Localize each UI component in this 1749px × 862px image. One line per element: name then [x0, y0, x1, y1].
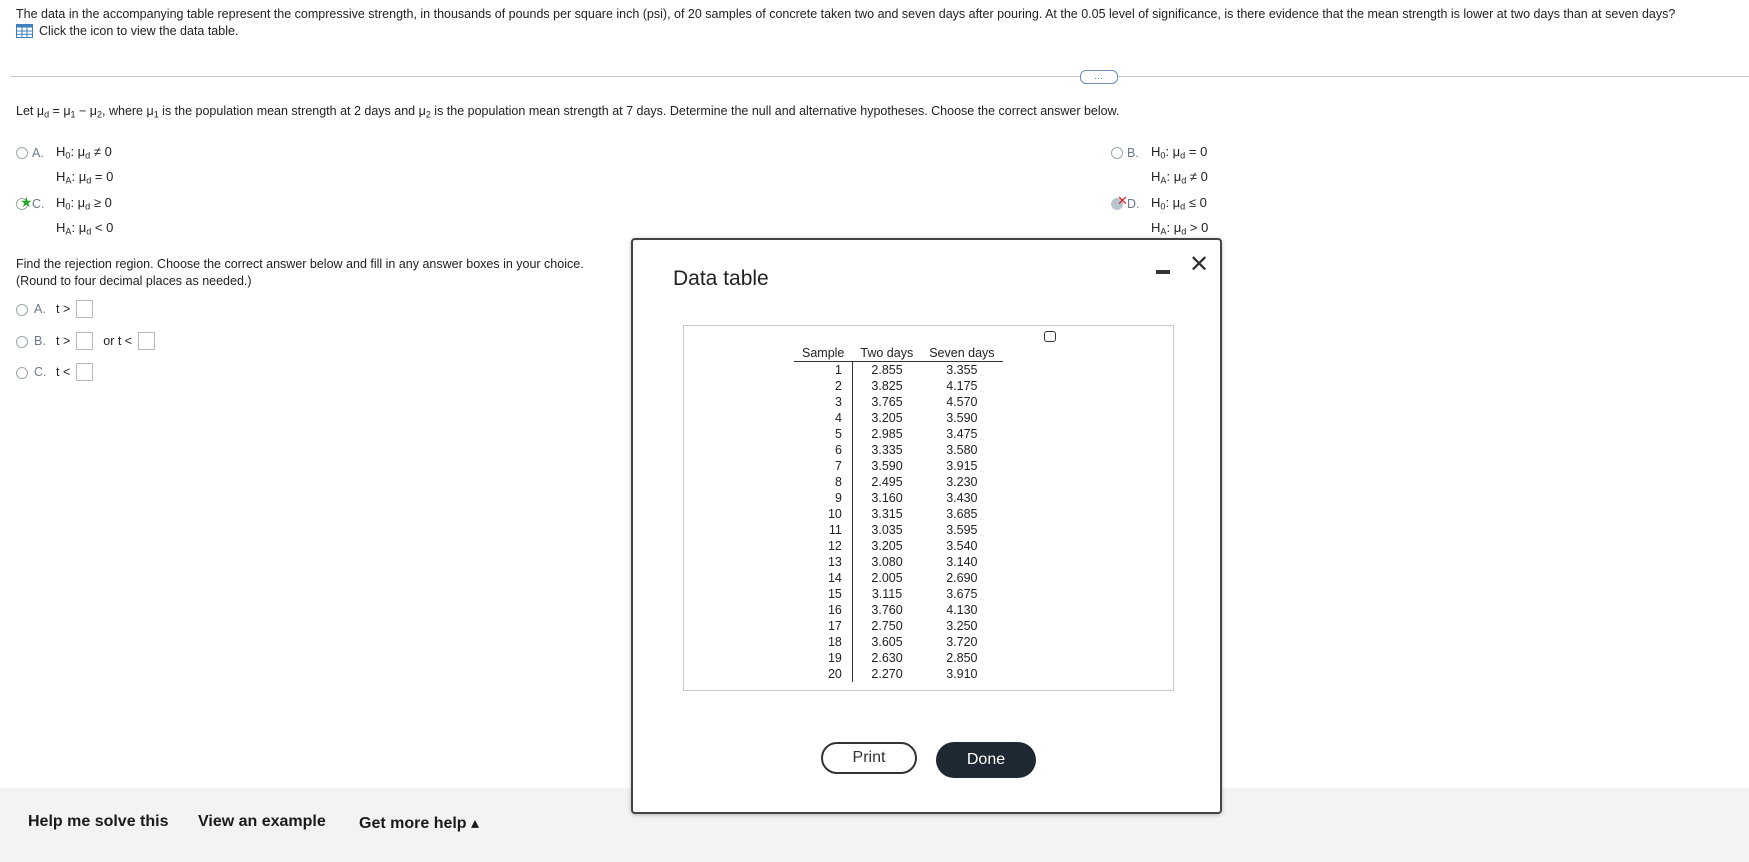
cell-seven-days: 3.595	[946, 523, 978, 537]
table-row	[794, 474, 1003, 490]
cell-seven-days: 3.355	[946, 363, 978, 377]
cell-seven-days: 2.690	[946, 571, 978, 585]
cell-two-days: 2.750	[871, 619, 903, 633]
answer-box[interactable]	[138, 332, 155, 350]
table-row	[794, 586, 1003, 602]
cell-two-days: 3.035	[871, 523, 903, 537]
rejection-option-b[interactable]	[16, 332, 155, 350]
cell-sample: 17	[794, 618, 852, 634]
option-letter: C.	[32, 197, 45, 211]
cell-seven-days: 3.685	[946, 507, 978, 521]
cell-sample: 5	[794, 426, 852, 442]
cell-sample: 1	[794, 362, 852, 379]
table-header-row	[794, 345, 1003, 362]
cell-seven-days: 4.175	[946, 379, 978, 393]
cell-two-days: 3.315	[871, 507, 903, 521]
cell-sample: 16	[794, 602, 852, 618]
null-hypothesis: $H_0$: $\mu_d = 0$	[1151, 144, 1208, 161]
option-letter: D.	[1127, 197, 1140, 211]
option-text: t <	[56, 365, 71, 379]
prompt-part-1: is the population mean strength at 2 days and μ	[158, 104, 426, 118]
cell-seven-days: 3.910	[946, 667, 978, 681]
data-table-dialog	[631, 238, 1222, 814]
rounding-note: (Round to four decimal places as needed.)	[16, 274, 252, 288]
table-frame	[683, 325, 1174, 691]
cell-two-days: 3.115	[871, 587, 903, 601]
option-text: t >	[56, 334, 71, 348]
cell-sample: 15	[794, 586, 852, 602]
option-letter: B.	[1127, 146, 1139, 160]
close-icon[interactable]: ✕	[1189, 251, 1210, 278]
cell-two-days: 2.630	[871, 651, 903, 665]
minimize-icon[interactable]	[1156, 270, 1170, 274]
col-header-sample: Sample	[794, 345, 852, 362]
radio-button[interactable]	[1111, 147, 1123, 159]
cell-sample: 12	[794, 538, 852, 554]
hypothesis-prompt: Let $\mu_d = \mu_1 - \mu_2$, where $\mu_1$ is the population mean strength at 2 days and $\mu_2$ is the population mean strength at 7 days. Determine the null and alternative hypotheses. Choose the correct answer below.	[16, 104, 1120, 120]
cell-two-days: 2.855	[871, 363, 903, 377]
cell-two-days: 3.760	[871, 603, 903, 617]
answer-box[interactable]	[76, 332, 93, 350]
done-button[interactable]: Done	[936, 742, 1036, 778]
cell-two-days: 3.335	[871, 443, 903, 457]
alt-hypothesis: $H_A$: $\mu_d = 0$	[56, 169, 114, 186]
rejection-option-c[interactable]	[16, 363, 93, 381]
hypothesis-option-d[interactable]	[1111, 193, 1209, 243]
cell-seven-days: 3.915	[946, 459, 978, 473]
table-row	[794, 394, 1003, 410]
cell-seven-days: 3.590	[946, 411, 978, 425]
section-divider	[10, 76, 1749, 77]
hypothesis-option-a[interactable]	[16, 146, 113, 192]
cell-two-days: 3.205	[871, 411, 903, 425]
cell-sample: 20	[794, 666, 852, 682]
alt-hypothesis: $H_A$: $\mu_d < 0$	[56, 220, 114, 237]
cell-two-days: 2.495	[871, 475, 903, 489]
cell-seven-days: 3.140	[946, 555, 978, 569]
help-me-solve-link[interactable]: Help me solve this	[28, 813, 169, 830]
cell-sample: 4	[794, 410, 852, 426]
option-letter: B.	[34, 334, 46, 348]
copy-icon[interactable]	[1044, 331, 1056, 342]
hypothesis-option-b[interactable]	[1111, 146, 1208, 192]
cell-sample: 14	[794, 570, 852, 586]
data-link-label[interactable]: Click the icon to view the data table.	[39, 24, 239, 38]
null-hypothesis: $H_0$: $\mu_d \ge 0$	[56, 195, 112, 212]
table-row	[794, 570, 1003, 586]
cell-seven-days: 3.540	[946, 539, 978, 553]
cell-sample: 18	[794, 634, 852, 650]
cell-sample: 10	[794, 506, 852, 522]
alt-hypothesis: $H_A$: $\mu_d > 0$	[1151, 220, 1209, 237]
cell-sample: 6	[794, 442, 852, 458]
table-row	[794, 554, 1003, 570]
cell-sample: 3	[794, 394, 852, 410]
hypothesis-option-c[interactable]	[16, 194, 114, 243]
col-header-seven-days: Seven days	[921, 345, 1002, 362]
table-row	[794, 442, 1003, 458]
cell-sample: 2	[794, 378, 852, 394]
table-row	[794, 650, 1003, 666]
table-row	[794, 522, 1003, 538]
null-hypothesis: $H_0$: $\mu_d \le 0$	[1151, 195, 1207, 212]
table-row	[794, 490, 1003, 506]
incorrect-x-icon: ✕	[1117, 193, 1128, 208]
table-row	[794, 458, 1003, 474]
cell-seven-days: 2.850	[946, 651, 978, 665]
prompt-part-2: is the population mean strength at 7 days. Determine the null and alternative hypotheses. Choose the correct answer below.	[430, 104, 1120, 118]
cell-two-days: 3.590	[871, 459, 903, 473]
cell-seven-days: 4.570	[946, 395, 978, 409]
cell-sample: 9	[794, 490, 852, 506]
cell-seven-days: 4.130	[946, 603, 978, 617]
table-row	[794, 666, 1003, 682]
cell-seven-days: 3.230	[946, 475, 978, 489]
answer-box[interactable]	[76, 300, 93, 318]
cell-seven-days: 3.720	[946, 635, 978, 649]
rejection-prompt	[16, 256, 584, 290]
cell-two-days: 3.605	[871, 635, 903, 649]
table-row	[794, 378, 1003, 394]
data-table	[794, 345, 1003, 682]
table-row	[794, 538, 1003, 554]
cell-two-days: 2.985	[871, 427, 903, 441]
view-example-link[interactable]: View an example	[198, 813, 326, 830]
cell-two-days: 3.160	[871, 491, 903, 505]
cell-seven-days: 3.430	[946, 491, 978, 505]
cell-seven-days: 3.475	[946, 427, 978, 441]
alt-hypothesis: $H_A$: $\mu_d \ne 0$	[1151, 169, 1208, 186]
radio-button[interactable]	[16, 304, 28, 316]
option-letter: A.	[34, 302, 46, 316]
option-letter: C.	[34, 365, 47, 379]
get-more-help-link[interactable]: Get more help ▴	[359, 815, 480, 832]
cell-seven-days: 3.250	[946, 619, 978, 633]
table-row	[794, 618, 1003, 634]
radio-button[interactable]	[16, 336, 28, 348]
cell-two-days: 2.005	[871, 571, 903, 585]
table-icon[interactable]	[16, 24, 33, 38]
rejection-option-a[interactable]	[16, 300, 93, 318]
answer-box[interactable]	[76, 363, 93, 381]
cell-seven-days: 3.675	[946, 587, 978, 601]
cell-sample: 19	[794, 650, 852, 666]
null-hypothesis: $H_0$: $\mu_d \ne 0$	[56, 144, 112, 161]
correct-star-icon: ★	[20, 194, 33, 210]
option-text: t >	[56, 302, 71, 316]
data-table-link[interactable]	[16, 24, 238, 38]
cell-sample: 7	[794, 458, 852, 474]
table-row	[794, 506, 1003, 522]
cell-sample: 8	[794, 474, 852, 490]
radio-button[interactable]	[16, 367, 28, 379]
dialog-title: Data table	[673, 267, 769, 290]
table-row	[794, 410, 1003, 426]
print-button[interactable]: Print	[821, 742, 917, 774]
expand-button[interactable]: …	[1080, 70, 1118, 84]
cell-sample: 13	[794, 554, 852, 570]
cell-two-days: 3.765	[871, 395, 903, 409]
rejection-instruction: Find the rejection region. Choose the correct answer below and fill in any answer boxes in your choice.	[16, 257, 584, 271]
cell-two-days: 3.080	[871, 555, 903, 569]
cell-sample: 11	[794, 522, 852, 538]
cell-two-days: 2.270	[871, 667, 903, 681]
option-text-2: or t <	[103, 334, 133, 348]
table-row	[794, 602, 1003, 618]
table-row	[794, 426, 1003, 442]
option-letter: A.	[32, 146, 44, 160]
cell-two-days: 3.205	[871, 539, 903, 553]
cell-seven-days: 3.580	[946, 443, 978, 457]
col-header-two-days: Two days	[852, 345, 921, 362]
question-text: The data in the accompanying table represent the compressive strength, in thousands of pounds per square inch (psi), of 20 samples of concrete taken two and seven days after pouring. At the 0.05 level of significance, is there evidence that the mean strength is lower at two days than at seven days?	[16, 7, 1676, 21]
table-row	[794, 634, 1003, 650]
radio-button[interactable]	[16, 147, 28, 159]
table-row	[794, 362, 1003, 379]
cell-two-days: 3.825	[871, 379, 903, 393]
